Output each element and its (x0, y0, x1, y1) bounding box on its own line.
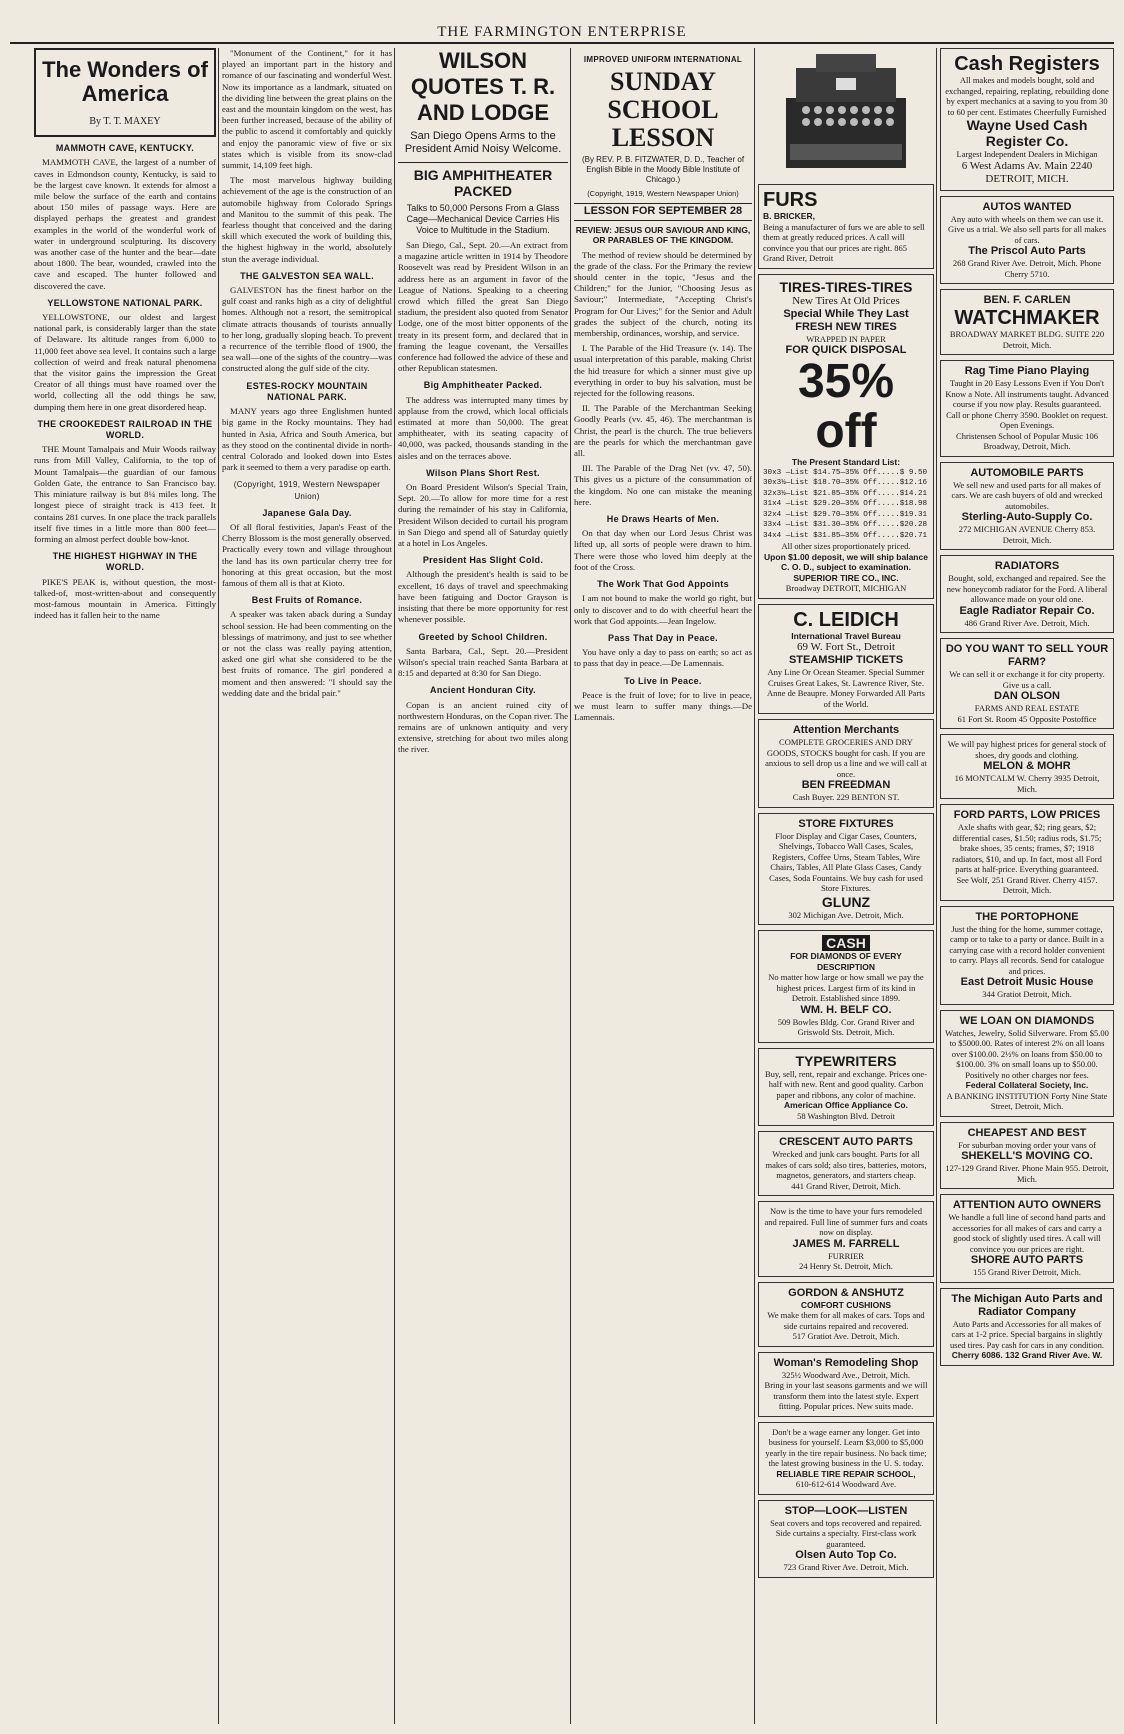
ad-tires (758, 274, 934, 599)
ad-subtitle: The Priscol Auto Parts (968, 245, 1086, 257)
article-text: A speaker was taken aback during a Sunday school session. He had been commenting on the blessings of matrimony, and just to see whether or not the class was really paying attention, asked one girl what she considered to be the best fruits of romance. The girl pondered a moment and then answered: "I should say the wedding date and the bridal pair." (222, 609, 392, 698)
ad-text: Don't be a wage earner any longer. Get into business for yourself. Learn $3,000 to $5,000 yearly in the tire repair business. No back time; the latest growing business in the U. S. today. (765, 1426, 927, 1468)
ad-shore (940, 1194, 1114, 1283)
ad-subtitle: GLUNZ (821, 893, 871, 910)
ad-shekell (940, 1122, 1114, 1190)
subheading: Big Amphitheater Packed. (423, 380, 543, 391)
ad-subtitle: Eagle Radiator Repair Co. (959, 604, 1095, 617)
ad-melon (940, 734, 1114, 799)
ad-woman (758, 1352, 934, 1417)
ad-text: Watches, Jewelry, Solid Silverware. From $5.00 to $5000.00. Rates of interest 2% on all loans over $100.00. 2½% on loans from $50.00 to $100.00. 3% on small loans up to $50.00. Positively no other charges nor fees. (945, 1027, 1109, 1080)
ad-text: 509 Bowles Bldg. Cor. Grand River and Griswold Sts. Detroit, Mich. (777, 1016, 915, 1037)
ad-text: 486 Grand River Ave. Detroit, Mich. (964, 617, 1090, 628)
ad-title: Attention Merchants (792, 724, 900, 736)
ad-belf (758, 930, 934, 1043)
ad-title: DO YOU WANT TO SELL YOUR FARM? (945, 643, 1109, 668)
ad-text: Special While They Last (783, 307, 909, 320)
ad-text: 723 Grand River Ave. Detroit, Mich. (783, 1562, 909, 1572)
lesson-byline: (By REV. P. B. FITZWATER, D. D., Teacher of English Bible in the Moody Bible Institute of Chicago.) (581, 155, 745, 185)
article-text: I am not bound to make the world go right, but only to discover and to do with cheerful heart the work that God appoints.—Jean Ingelow. (574, 593, 752, 626)
ad-title: RELIABLE TIRE REPAIR SCHOOL, (776, 1468, 916, 1479)
ad-eagle (940, 555, 1114, 633)
ad-subtitle: BEN FREEDMAN (801, 779, 891, 791)
column-ads-right (940, 48, 1114, 1724)
article-text: I. The Parable of the Hid Treasure (v. 14). The usual interpretation of this parable, making Christ the hid treasure for which a sinner must give up everything in order to buy his salvation, must be rejected for the following reasons. (574, 343, 752, 399)
section-heading: THE GALVESTON SEA WALL. (240, 270, 374, 281)
ad-subtitle: FOR DIAMONDS OF EVERY DESCRIPTION (790, 951, 902, 972)
section-heading: MAMMOTH CAVE, KENTUCKY. (55, 143, 195, 154)
article-text: II. The Parable of the Merchantman Seeking Goodly Pearls (vv. 45, 46). The merchantman is Christ, the pearl is the church. The true believers are the pearls for which the merchantman gave all. (574, 403, 752, 459)
ad-title: THE PORTOPHONE (975, 910, 1079, 923)
kicker: IMPROVED UNIFORM INTERNATIONAL (583, 55, 743, 64)
column-sunday-school (574, 48, 752, 1724)
ad-piano (940, 360, 1114, 457)
ad-glunz (758, 813, 934, 926)
subheading: To Live in Peace. (624, 675, 702, 686)
ad-text: We sell new and used parts for all makes of cars. We are cash buyers of old and wrecked automobiles. (951, 479, 1103, 511)
column-rule (570, 48, 571, 1724)
ad-title: RADIATORS (994, 560, 1060, 572)
article-text: The method of review should be determined by the grade of the class. For the Primary the review should center in the topic, "Jesus and the Children;" for the Junior, "Choosing Jesus as Saviour;" Intermediate, "Accepting Christ's Program for Our Lives;" for the Senior and Adult grades the subject of the church, noting its membership, ordinances, worship, and service. (574, 249, 752, 339)
section-heading: ESTES-ROCKY MOUNTAIN NATIONAL PARK. (246, 380, 368, 402)
ad-title: WE LOAN ON DIAMONDS (959, 1014, 1095, 1027)
ad-text: Seat covers and tops recovered and repaired. Side curtains a specialty. First-class work guaranteed. (770, 1517, 922, 1549)
ad-subtitle: Federal Collateral Society, Inc. (965, 1080, 1089, 1090)
subheading: He Draws Hearts of Men. (606, 514, 720, 525)
article-text: The most marvelous highway building achievement of the age is the construction of an automobile highway from Colorado Springs and Manitou to the summit of this peak. The fearless thought that conceived and the daring skill which executed the work of building this, the highest highway in the world, absolutely stun the average individual. (222, 175, 392, 264)
ad-subtitle: International Travel Bureau (791, 630, 901, 641)
column-wonders-continued (222, 48, 392, 1724)
subheading: Greeted by School Children. (418, 631, 548, 642)
feature-box (34, 48, 216, 137)
article-text: San Diego, Cal., Sept. 20.—An extract from a magazine article written in 1914 by Theodore Roosevelt was read by President Wilson in an address here as an argument in favor of the League of Nations. Speaking to a cheering crowd which filled the great San Diego stadium, the president also quoted from Senator Lodge, one of the most bitter opponents of the treaty in its present form, and declared that in framing the league covenant, the Versailles conference had followed the advice of these and other Republican statesmen. (398, 240, 568, 374)
ad-text: We will pay highest prices for general stock of shoes, dry goods and clothing. (947, 739, 1107, 760)
ad-subtitle: American Office Appliance Co. (784, 1100, 908, 1110)
ad-title: GORDON & ANSHUTZ (788, 1286, 904, 1299)
section-heading: YELLOWSTONE NATIONAL PARK. (47, 297, 203, 308)
feature-title: The Wonders of America (42, 57, 208, 106)
ad-text: Auto Parts and Accessories for all makes of cars at 1-2 price. Special bargains in slightly used tires. Pay cash for cars in any condition. (950, 1318, 1104, 1350)
ad-farrell (758, 1201, 934, 1277)
ad-subtitle: Sterling-Auto-Supply Co. (961, 511, 1093, 523)
article-text: Copan is an ancient ruined city of northwestern Honduras, on the Copan river. The remains are of unknown antiquity and very extensive, stretching for about two miles along the river. (398, 699, 568, 755)
column-ads-left (758, 48, 934, 1724)
headline: WILSON QUOTES T. R. AND LODGE (410, 48, 556, 125)
ad-title: CHEAPEST AND BEST (967, 1126, 1087, 1139)
ad-text: Wrecked and junk cars bought. Parts for all makes of cars sold; also tires, batteries, motors, magnetos, generators, and starters cheap. (765, 1149, 927, 1180)
ad-title: ATTENTION AUTO OWNERS (952, 1199, 1102, 1211)
ad-title: Woman's Remodeling Shop (773, 1356, 919, 1369)
ad-text: 302 Michigan Ave. Detroit, Mich. (788, 909, 904, 920)
ad-title: BEN. F. CARLEN (983, 294, 1071, 306)
copyright-line: (Copyright, 1919, Western Newspaper Union) (233, 480, 381, 501)
masthead (10, 6, 1114, 44)
ad-title: AUTOS WANTED (982, 200, 1072, 213)
article-text: Although the president's health is said to be excellent, 16 days of travel and speechmaking have been fatiguing and Doctor Grayson is insisting that there be more opportunity for rest whenever possible. (398, 569, 568, 625)
ad-title: STORE FIXTURES (798, 817, 894, 830)
ad-michigan-auto (940, 1288, 1114, 1366)
article-text: PIKE'S PEAK is, without question, the most-talked-of, most-written-about and consequently most-famous mountain in America. Fittingly indeed has it fallen heir to the name (34, 576, 216, 621)
ad-subtitle: WATCHMAKER (954, 307, 1100, 329)
ad-subtitle: Wayne Used Cash Register Co. (966, 117, 1088, 149)
article-text: III. The Parable of the Drag Net (vv. 47, 50). This gives us a picture of the consummation of the kingdom. No one can mistake the meaning here. (574, 463, 752, 507)
ad-text: FURRIER (828, 1250, 864, 1261)
price-list-row: 33x4 —List $31.30—35% Off.....$20.28 (763, 521, 928, 529)
subheading: Pass That Day in Peace. (608, 632, 718, 643)
ad-text: FRESH NEW TIRES (795, 320, 897, 333)
ad-text: Cherry 6086. 132 Grand River Ave. W. (951, 1350, 1103, 1360)
lesson-date: LESSON FOR SEPTEMBER 28 (574, 203, 752, 220)
ad-text: A BANKING INSTITUTION Forty Nine State Street, Detroit, Mich. (946, 1090, 1108, 1111)
ad-olson (940, 638, 1114, 729)
lesson-title: LESSON (611, 123, 715, 153)
cash-register-illustration (766, 48, 926, 178)
ad-text: 155 Grand River Detroit, Mich. (973, 1267, 1081, 1277)
ad-text: The Present Standard List: (791, 457, 901, 467)
ad-title: MELON & MOHR (983, 760, 1071, 772)
ad-text: We handle a full line of second hand parts and accessories for all makes of cars and carry a good stock of slightly used tires. A call will convince you our prices are right. (948, 1212, 1106, 1254)
ad-text: 69 W. Fort St., Detroit (796, 641, 896, 653)
ad-freedman (758, 719, 934, 808)
ad-title: FURS (763, 189, 818, 211)
article-text: "Monument of the Continent," for it has played an important part in the history and romance of our fascinating and wonderful West. Now its importance as a landmark, situated on the dividing line between the great plains on the east and the mountain kingdom on the west, has been further increased, because of the ability of the public to ascend it comfortably and quickly and enjoy the panoramic view of five or six states which is visible from its snow-clad summit, 14,109 feet high. (222, 48, 392, 171)
discount-banner: 35% off (797, 355, 895, 458)
ad-text: STEAMSHIP TICKETS (788, 654, 904, 666)
ad-text: All other sizes proportionately priced. (781, 541, 911, 551)
ad-subtitle: DAN OLSON (994, 690, 1060, 702)
article-text: You have only a day to pass on earth; so act as to pass that day in peace.—De Lamennais. (574, 647, 752, 669)
ad-text: FOR QUICK DISPOSAL (785, 344, 907, 356)
ad-text: Largest Independent Dealers in Michigan (956, 149, 1098, 159)
price-list-row: 32x4 —List $29.70—35% Off.....$19.31 (763, 510, 928, 519)
ad-typewriters (758, 1048, 934, 1127)
ad-text: Being a manufacturer of furs we are able to sell them at greatly reduced prices. A call will convince you that our prices are right. 865 Grand River, Detroit (763, 221, 925, 263)
ad-leidich (758, 604, 934, 715)
ad-text: New Tires At Old Prices (792, 294, 900, 307)
copyright-line: (Copyright, 1919, Western Newspaper Union) (587, 189, 739, 199)
subheading: President Has Slight Cold. (422, 555, 544, 566)
article-text: THE Mount Tamalpais and Muir Woods railway runs from Mill Valley, California, to the top of Mount Tamalpais—the guardian of our famous Golden Gate, the entrance to San Francisco bay. This miniature railway is but 8¼ miles long. The longest piece of straight track is 413 feet. It contains 281 curves. In one place the track parallels itself five times in a little more than 800 feet—forming an almost perfect double bow-knot. (34, 444, 216, 544)
ad-text: FARMS AND REAL ESTATE (974, 703, 1080, 713)
ad-title: JAMES M. FARRELL (792, 1237, 900, 1250)
article-text: Peace is the fruit of love; for to live in peace, we must learn to suffer many things.—De Lamennais. (574, 689, 752, 723)
ad-text: Christensen School of Popular Music 106 Broadway, Detroit, Mich. (956, 430, 1098, 451)
section-heading: Japanese Gala Day. (262, 507, 352, 518)
deck: San Diego Opens Arms to the President Amid Noisy Welcome. (404, 130, 562, 155)
ad-text: Taught in 20 Easy Lessons Even if You Don't Know a Note. All instruments taught. Advanced course if you now play. Results guaranteed. Call or phone Cherry 3590. Booklet on request. Open Evenings. (945, 378, 1109, 430)
subheading: Wilson Plans Short Rest. (426, 467, 540, 478)
ad-title: CASH (822, 935, 870, 951)
column-wilson (398, 48, 568, 1724)
ad-federal (940, 1010, 1114, 1117)
lesson-title: SUNDAY SCHOOL (607, 67, 719, 125)
ad-title: TYPEWRITERS (795, 1052, 897, 1069)
price-list-row: 32x3½—List $21.85—35% Off.....$14.21 (763, 489, 928, 498)
ad-text: Floor Display and Cigar Cases, Counters, Shelvings, Tobacco Wall Cases, Scales, Registers, Coffee Urns, Steam Tables, Wire Chairs, Tables, All Plate Glass Cases, Candy Cases, Soda Fountains. We buy cash for used Store Fixtures. (769, 830, 923, 893)
article-text: MANY years ago three Englishmen hunted big game in the Rocky mountains. They had hunted in Asia, Africa and South America, but as they stood on the continental divide in north-central Colorado and looked down into Estes park it seemed to them a very paradise op earth. (222, 406, 392, 473)
ad-subtitle: SHORE AUTO PARTS (970, 1254, 1084, 1266)
ad-olsen (758, 1500, 934, 1578)
ad-subtitle: WM. H. BELF CO. (800, 1003, 892, 1016)
ad-text: 272 MICHIGAN AVENUE Cherry 853. Detroit, Mich. (958, 524, 1096, 545)
ad-text: COMPLETE GROCERIES AND DRY GOODS, STOCKS bought for cash. If you are anxious to sell drop us a line and we will call at once. (765, 737, 927, 779)
ad-text: 441 Grand River, Detroit, Mich. (791, 1180, 901, 1191)
ad-text: We can sell it or exchange it for city property. Give us a call. (949, 669, 1105, 690)
ad-text: All makes and models bought, sold and exchanged, repairing, replating, rebuilding done by expert mechanics at a saving to you from 30 to 60 per cent. Estimates Cheerfully Furnished (945, 75, 1109, 117)
ad-title: The Michigan Auto Parts and Radiator Company (951, 1292, 1103, 1318)
ad-title: STOP—LOOK—LISTEN (784, 1504, 908, 1517)
ad-text: Upon $1.00 deposit, we will ship balance C. O. D., subject to examination. (764, 551, 928, 572)
ad-text: 16 MONTCALM W. Cherry 3935 Detroit, Mich. (954, 773, 1100, 794)
section-heading: THE CROOKEDEST RAILROAD IN THE WORLD. (37, 418, 213, 441)
deck: Talks to 50,000 Persons From a Glass Cage—Mechanical Device Carries His Voice to Multitude in the Stadium. (406, 203, 560, 235)
ad-wayne (940, 48, 1114, 191)
ad-text: BROADWAY MARKET BLDG. SUITE 220 Detroit, Mich. (949, 329, 1105, 350)
ad-text: 325½ Woodward Ave., Detroit, Mich. (781, 1369, 911, 1380)
price-list-row: 30x3½—List $18.70—35% Off.....$12.16 (763, 479, 928, 487)
column-wonders (34, 48, 216, 1724)
ad-text: SUPERIOR TIRE CO., INC. (793, 572, 899, 583)
column-rule (218, 48, 219, 1724)
ad-title: TIRES-TIRES-TIRES (779, 278, 913, 295)
ad-text: 6 West Adams Av. Main 2240 DETROIT, MICH. (961, 159, 1093, 185)
price-list-row: 30x3 —List $14.75—35% Off.....$ 9.50 (763, 468, 928, 477)
subheading: The Work That God Appoints (597, 579, 729, 590)
ad-title: Cash Registers (954, 53, 1100, 75)
ad-text: We make them for all makes of cars. Tops and side curtains repaired and recovered. (767, 1310, 925, 1331)
ad-title: C. LEIDICH (793, 608, 899, 631)
ad-text: See Wolf, 251 Grand River. Cherry 4157. Detroit, Mich. (956, 874, 1098, 895)
price-list-row: 31x4 —List $29.20—35% Off.....$18.98 (763, 500, 928, 508)
article-text: On that day when our Lord Jesus Christ was lifted up, all sorts of people were drawn to him. There were those who loved him deeply at the foot of the Cross. (574, 528, 752, 572)
ad-text: Broadway DETROIT, MICHIGAN (785, 583, 907, 593)
article-text: On Board President Wilson's Special Train, Sept. 20.—To allow for more time for a rest during the remainder of his stay in California, President Wilson decided to curtail his program in San Diego and spend all of Saturday quietly at a hotel in Los Angeles. (398, 482, 568, 549)
feature-byline: By T. T. MAXEY (89, 116, 161, 127)
article-text: GALVESTON has the finest harbor on the gulf coast and ranks high as a city of delightful homes. Although not a resort, the semitropical climate attracts thousands of tourists annually to her long, gradually sloping beach. To prevent a recurrence of the terrible flood of 1900, the sea wall—one of the sights of the country—was constructed along the gulf side of the city. (222, 285, 392, 374)
ad-carlen (940, 289, 1114, 355)
article-text: YELLOWSTONE, our oldest and largest national park, is considerably larger than the state of Delaware. Its altitude ranges from 6,000 to 11,000 feet above sea level. It contains such a large collection of weird and freak natural phenomena that the visitor gains the impression the Great Creator of all things must have roamed over the world, collecting all the odd things he saw, dumping them here in one great disordered heap. (34, 312, 216, 412)
ad-text: Now is the time to have your furs remodeled and repaired. Full line of summer furs and coats now on display. (764, 1206, 928, 1237)
headline: BIG AMPHITHEATER PACKED (398, 162, 568, 199)
newspaper-title: THE FARMINGTON ENTERPRISE (437, 24, 687, 40)
ad-text: Cash Buyer. 229 BENTON ST. (792, 792, 900, 802)
ad-text: 517 Gratiot Ave. Detroit, Mich. (792, 1331, 900, 1341)
ad-sterling (940, 462, 1114, 551)
ad-text: Any auto with wheels on them we can use it. Give us a trial. We also sell parts for all makes of cars. (947, 213, 1107, 245)
column-rule (754, 48, 755, 1724)
ad-text: No matter how large or how small we pay the highest prices. Largest firm of its kind in Detroit. Established since 1899. (768, 972, 924, 1003)
ad-text: Just the thing for the home, summer cottage, camp or to take to a party or dance. Built in a carrying case with a record holder convenient to carry. Plays all records. Send for catalogue and prices. (949, 923, 1105, 976)
article-text: The address was interrupted many times by applause from the crowd, which local officials estimated at more than 50,000. The great amphitheater, with its seating capacity of 40,000, was packed, thousands standing in the aisles and on the terraces above. (398, 394, 568, 461)
article-text: Santa Barbara, Cal., Sept. 20.—President Wilson's special train reached Santa Barbara at 8:15 and departed at 8:30 for San Diego. (398, 645, 568, 679)
ad-text: 344 Gratiot Detroit, Mich. (982, 989, 1072, 999)
ad-title: AUTOMOBILE PARTS (970, 466, 1084, 479)
column-rule (394, 48, 395, 1724)
ad-priscol (940, 196, 1114, 285)
ad-title: Rag Time Piano Playing (964, 365, 1090, 377)
lesson-review: REVIEW: JESUS OUR SAVIOUR AND KING, OR PARABLES OF THE KINGDOM. (575, 224, 751, 246)
ad-portophone (940, 906, 1114, 1005)
ad-title: CRESCENT AUTO PARTS (779, 1136, 913, 1148)
ad-subtitle: East Detroit Music House (960, 976, 1094, 988)
ad-text: 61 Fort St. Room 45 Opposite Postoffice (957, 713, 1097, 724)
subheading: Ancient Honduran City. (430, 685, 536, 696)
ad-subtitle: Olsen Auto Top Co. (795, 1549, 897, 1561)
article-text: MAMMOTH CAVE, the largest of a number of caves in Edmondson county, Kentucky, is said to be the largest cave known. It extends for almost a mile below the surface of the earth and contains about 150 miles of passage ways. Here are displayed perhaps the greatest and grandest examples in the world of the wonderful work of water in underground sculpturing. Its discovery was another case of the hunter and the bear—date about 1800. The bear, wounded, crawled into the cave and escaped. The hunter followed and discovered the cave. (34, 157, 216, 291)
cash-register-icon (766, 48, 926, 178)
ad-text: WRAPPED IN PAPER (806, 333, 886, 344)
ad-text: 127-129 Grand River. Phone Main 955. Detroit, Mich. (945, 1163, 1109, 1184)
newspaper-page (10, 6, 1114, 1728)
ad-text: Bring in your last seasons garments and we will transform them into the latest style. Expert fitting. Popular prices. New suits made. (764, 1380, 928, 1411)
ad-text: Bought, sold, exchanged and repaired. See the new honeycomb radiator for the Ford. A liberal allowance made on your old one. (946, 573, 1108, 604)
ad-school (758, 1422, 934, 1495)
ad-crescent (758, 1131, 934, 1196)
ad-text: 610-612-614 Woodward Ave. (795, 1479, 897, 1489)
ad-subtitle: B. BRICKER, (763, 211, 815, 221)
price-list-row: 34x4 —List $31.85—35% Off.....$20.71 (763, 531, 928, 540)
section-heading: Best Fruits of Romance. (251, 595, 363, 606)
ad-text: Any Line Or Ocean Steamer. Special Summer Cruises Great Lakes, St. Lawrence River, Ste. Anne de Beaupre. Money Forwarded All Parts of the World. (767, 667, 925, 709)
ad-text: Axle shafts with gear, $2; ring gears, $2; differential cases, $1.50; radius rods, $1.75; brake shoes, 35 cents; frames, $7; 1918 radiators, $10, and up. In fact, most all Ford parts at half-price. Everything guaranteed. (952, 822, 1102, 874)
ad-text: For suburban moving order your vans of (958, 1139, 1096, 1150)
ad-gordon (758, 1282, 934, 1347)
ad-subtitle: SHEKELL'S MOVING CO. (961, 1150, 1093, 1162)
ad-title: FORD PARTS, LOW PRICES (953, 809, 1101, 821)
price-list (763, 468, 929, 542)
ad-subtitle: COMFORT CUSHIONS (800, 1299, 892, 1310)
ad-text: 268 Grand River Ave. Detroit, Mich. Phone Cherry 5710. (952, 258, 1102, 279)
ad-furs (758, 184, 934, 269)
column-rule (936, 48, 937, 1724)
ad-text: Buy, sell, rent, repair and exchange. Prices one-half with new. Rent and good quality. Carbon paper and ribbons, any color of machine. (764, 1068, 928, 1100)
ad-ford-parts (940, 804, 1114, 901)
ad-text: 24 Henry St. Detroit, Mich. (799, 1261, 893, 1271)
ad-text: 58 Washington Blvd. Detroit (797, 1110, 895, 1121)
article-text: Of all floral festivities, Japan's Feast of the Cherry Blossom is the most generally observed. Practically every town and village throughout the land has its own particular cherry tree for honoring at this great occasion, but the most famous of them all is that at Kioto. (222, 521, 392, 588)
section-heading: THE HIGHEST HIGHWAY IN THE WORLD. (52, 551, 198, 573)
